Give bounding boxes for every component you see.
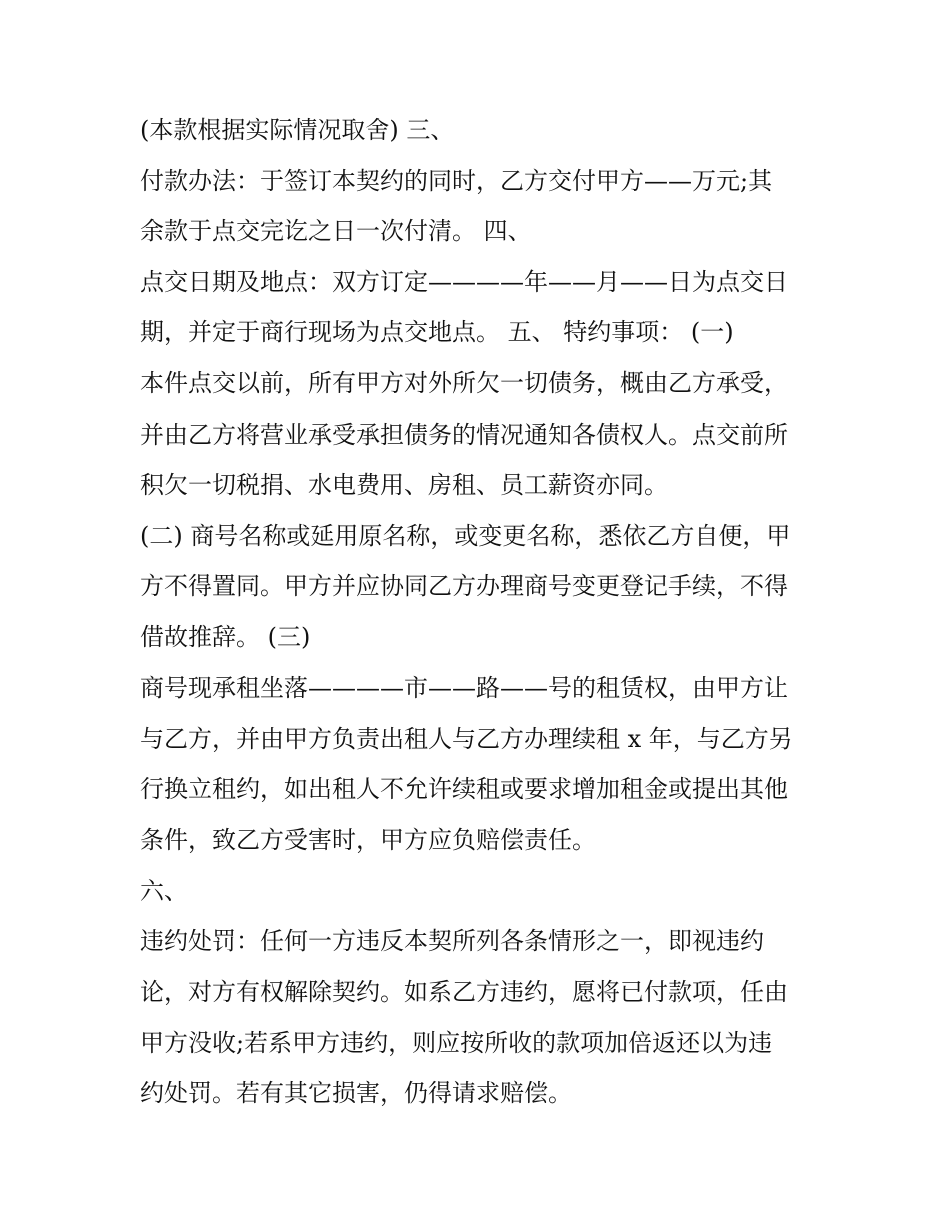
text-line: 积欠一切税捐、水电费用、房租、员工薪资亦同。 <box>140 471 668 499</box>
text-line: 点交日期及地点：双方订定————年——月——日为点交日 <box>140 268 788 296</box>
text-line: 与乙方，并由甲方负责出租人与乙方办理续租 x 年，与乙方另 <box>140 725 793 753</box>
text-line: 方不得置同。甲方并应协同乙方办理商号变更登记手续，不得 <box>140 572 788 600</box>
text-line: (二) 商号名称或延用原名称，或变更名称，悉依乙方自便，甲 <box>140 522 791 550</box>
text-line: 付款办法：于签订本契约的同时，乙方交付甲方——万元;其 <box>140 167 773 195</box>
text-line: 违约处罚：任何一方违反本契所列各条情形之一，即视违约 <box>140 927 764 955</box>
text-line: 甲方没收;若系甲方违约，则应按所收的款项加倍返还以为违 <box>140 1029 773 1057</box>
text-line: 并由乙方将营业承受承担债务的情况通知各债权人。点交前所 <box>140 421 788 449</box>
text-line: 行换立租约，如出租人不允许续租或要求增加租金或提出其他 <box>140 775 788 803</box>
text-line: 六、 <box>140 877 188 905</box>
text-line: 论，对方有权解除契约。如系乙方违约，愿将已付款项，任由 <box>140 978 788 1006</box>
text-line: 借故推辞。 (三) <box>140 623 311 651</box>
text-line: 期，并定于商行现场为点交地点。 五、 特约事项： (一) <box>140 318 734 346</box>
text-line: (本款根据实际情况取舍) 三、 <box>140 116 455 144</box>
text-line: 本件点交以前，所有甲方对外所欠一切债务，概由乙方承受， <box>140 369 788 397</box>
text-line: 商号现承租坐落————市——路——号的租赁权，由甲方让 <box>140 674 788 702</box>
text-line: 约处罚。若有其它损害，仍得请求赔偿。 <box>140 1079 572 1107</box>
text-line: 条件，致乙方受害时，甲方应负赔偿责任。 <box>140 826 596 854</box>
text-line: 余款于点交完讫之日一次付清。 四、 <box>140 217 532 245</box>
